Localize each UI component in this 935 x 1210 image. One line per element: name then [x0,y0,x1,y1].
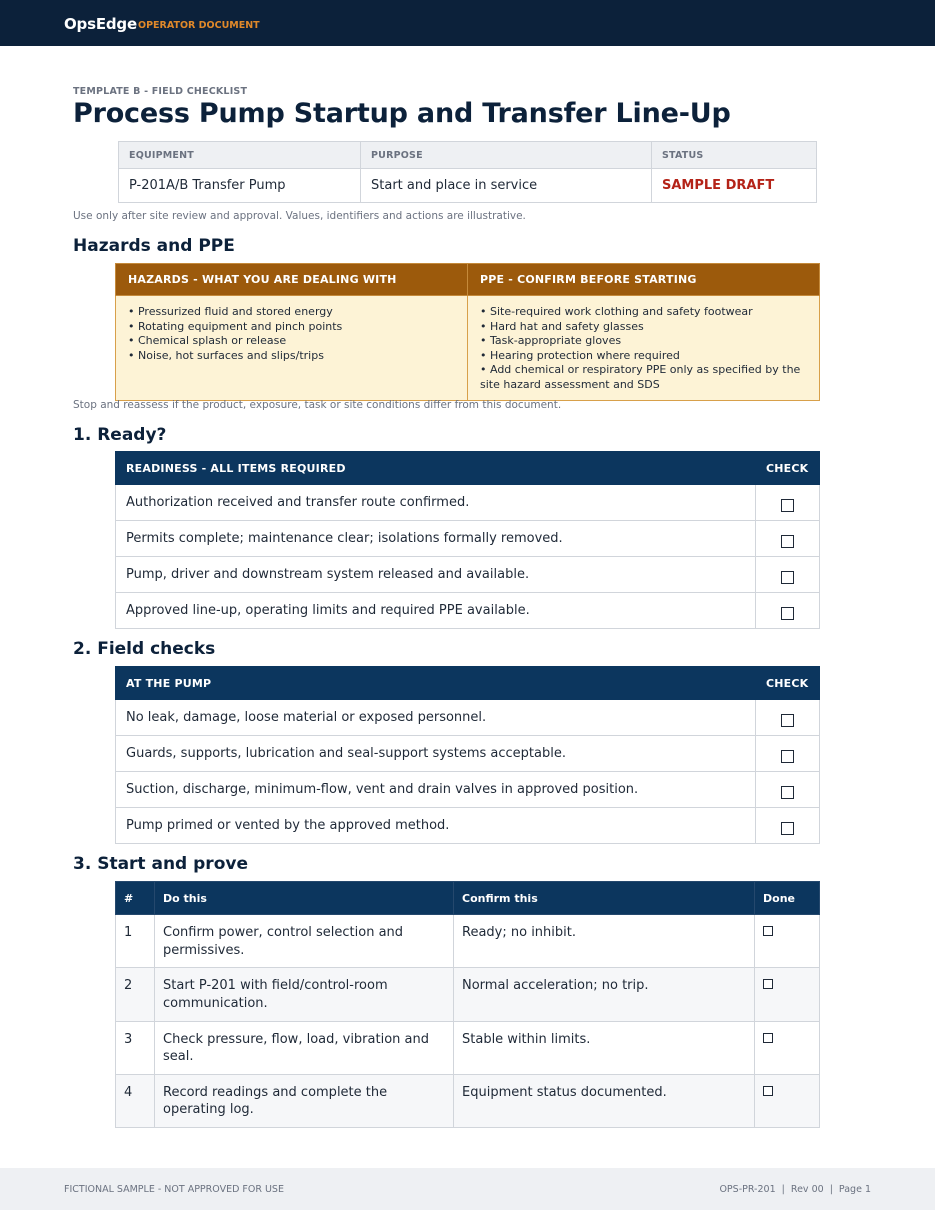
step-number: 3 [116,1021,155,1074]
do-this-header: Do this [155,882,454,915]
done-checkbox[interactable] [763,979,773,989]
checkbox[interactable] [781,714,794,727]
done-cell [755,968,820,1021]
ppe-item: • Hearing protection where required [480,348,680,362]
metadata-table [118,141,817,203]
readiness-item: Permits complete; maintenance clear; isolations formally removed. [116,521,756,557]
readiness-header: READINESS - ALL ITEMS REQUIRED [116,452,756,485]
check-cell [756,736,820,772]
checkbox[interactable] [781,535,794,548]
step-action: Check pressure, flow, load, vibration and seal. [155,1021,454,1074]
hazard-item: • Rotating equipment and pinch points [128,319,343,333]
table-row [116,1021,820,1074]
check-cell [756,485,820,521]
footer-disclaimer: FICTIONAL SAMPLE - NOT APPROVED FOR USE [64,1184,284,1195]
checkbox[interactable] [781,750,794,763]
hazards-heading: Hazards and PPE [73,236,235,256]
confirm-this-header: Confirm this [454,882,755,915]
check-header: CHECK [756,452,820,485]
checkbox[interactable] [781,571,794,584]
ppe-header: PPE - CONFIRM BEFORE STARTING [468,264,820,296]
table-row [116,1074,820,1127]
check-cell [756,772,820,808]
table-row [116,808,820,844]
ready-heading: 1. Ready? [73,425,167,445]
hazards-header: HAZARDS - WHAT YOU ARE DEALING WITH [116,264,468,296]
top-bar [0,0,935,46]
field-checks-heading: 2. Field checks [73,639,216,659]
check-cell [756,557,820,593]
status-badge: SAMPLE DRAFT [652,169,817,203]
readiness-item: Authorization received and transfer route confirmed. [116,485,756,521]
page-title: Process Pump Startup and Transfer Line-Up [73,98,731,129]
purpose-value: Start and place in service [361,169,652,203]
step-confirm: Normal acceleration; no trip. [454,968,755,1021]
purpose-header: PURPOSE [361,142,652,169]
hazard-item: • Chemical splash or release [128,334,287,347]
brand-logo-text: OpsEdge [64,15,137,33]
done-checkbox[interactable] [763,1086,773,1096]
ppe-item: • Site-required work clothing and safety footwear [480,305,753,318]
stop-note: Stop and reassess if the product, exposure, task or site conditions differ from this document. [73,399,562,411]
step-action: Record readings and complete the operating log. [155,1074,454,1127]
field-check-item: Pump primed or vented by the approved method. [116,808,756,844]
done-cell [755,1021,820,1074]
field-check-item: Guards, supports, lubrication and seal-support systems acceptable. [116,736,756,772]
check-cell [756,521,820,557]
ppe-cell [468,296,820,401]
table-row [116,968,820,1021]
status-header: STATUS [652,142,817,169]
table-row [116,772,820,808]
done-cell [755,915,820,968]
ppe-item: • Add chemical or respiratory PPE only as specified by the site hazard assessment and SDS [480,363,801,391]
step-number: 1 [116,915,155,968]
table-row [116,557,820,593]
readiness-item: Approved line-up, operating limits and required PPE available. [116,593,756,629]
table-row [116,521,820,557]
step-number: 2 [116,968,155,1021]
hazard-item: • Noise, hot surfaces and slips/trips [128,348,324,362]
step-confirm: Equipment status documented. [454,1074,755,1127]
readiness-table [115,451,820,629]
equipment-header: EQUIPMENT [119,142,361,169]
document-type-label: OPERATOR DOCUMENT [138,20,260,31]
done-cell [755,1074,820,1127]
done-header: Done [755,882,820,915]
footer-doc-id: OPS-PR-201 | Rev 00 | Page 1 [719,1184,871,1195]
check-cell [756,808,820,844]
field-check-item: Suction, discharge, minimum-flow, vent and drain valves in approved position. [116,772,756,808]
step-confirm: Ready; no inhibit. [454,915,755,968]
ppe-item: • Hard hat and safety glasses [480,319,644,333]
checkbox[interactable] [781,786,794,799]
check-header: CHECK [756,667,820,700]
field-checks-table [115,666,820,844]
check-cell [756,593,820,629]
checkbox[interactable] [781,822,794,835]
step-number: 4 [116,1074,155,1127]
table-row [116,736,820,772]
hazard-item: • Pressurized fluid and stored energy [128,305,333,318]
start-prove-heading: 3. Start and prove [73,854,248,874]
template-label: TEMPLATE B - FIELD CHECKLIST [73,86,248,97]
done-checkbox[interactable] [763,926,773,936]
equipment-value: P-201A/B Transfer Pump [119,169,361,203]
step-action: Confirm power, control selection and permissives. [155,915,454,968]
step-action: Start P-201 with field/control-room communication. [155,968,454,1021]
step-confirm: Stable within limits. [454,1021,755,1074]
check-cell [756,700,820,736]
done-checkbox[interactable] [763,1033,773,1043]
table-row [116,700,820,736]
table-row [116,593,820,629]
start-prove-table [115,881,820,1128]
field-check-item: No leak, damage, loose material or exposed personnel. [116,700,756,736]
checkbox[interactable] [781,499,794,512]
table-row [116,485,820,521]
ppe-item: • Task-appropriate gloves [480,334,622,347]
field-checks-header: AT THE PUMP [116,667,756,700]
usage-note: Use only after site review and approval. Values, identifiers and actions are illustrative. [73,210,526,222]
checkbox[interactable] [781,607,794,620]
table-row [116,915,820,968]
hazards-cell [116,296,468,401]
hazards-ppe-table [115,263,820,401]
page-footer [0,1168,935,1210]
readiness-item: Pump, driver and downstream system released and available. [116,557,756,593]
step-number-header: # [116,882,155,915]
